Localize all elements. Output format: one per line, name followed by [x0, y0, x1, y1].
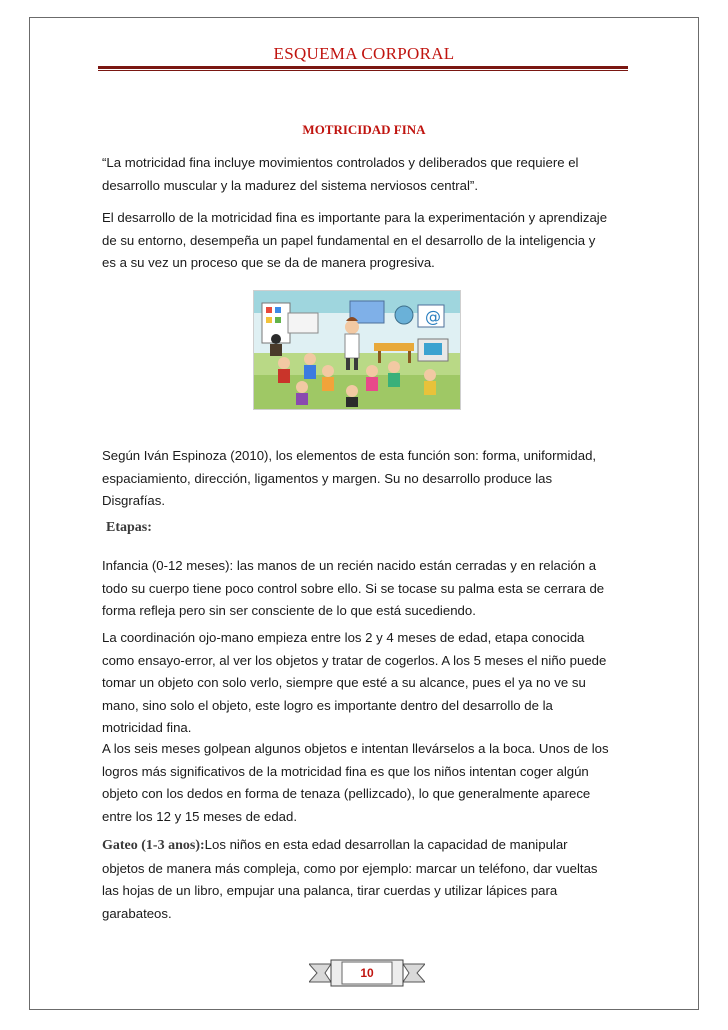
- header-rule: [98, 66, 628, 69]
- paragraph-infancia: Infancia (0-12 meses): las manos de un recién nacido están cerradas y en relación a todo su cuerpo tiene poco control sobre ello. Si se tocase su palma esta se cerrara de forma refleja pero sin ser consciente de lo que está sucediendo.: [102, 558, 605, 618]
- header-rule-thin: [98, 70, 628, 71]
- paragraph-elements: Según Iván Espinoza (2010), los elementos de esta función son: forma, uniformidad, espaciamiento, dirección, ligamentos y margen. Su no desarrollo produce las Disgrafías.: [102, 448, 597, 508]
- classroom-illustration: [253, 290, 461, 410]
- page-header-title: ESQUEMA CORPORAL: [273, 44, 455, 63]
- paragraph-importance: El desarrollo de la motricidad fina es importante para la experimentación y aprendizaje de su entorno, desempeña un papel fundamental en el desarrollo de la inteligencia y es a su vez un proceso que se da de manera progresiva.: [102, 210, 608, 270]
- paragraph-gateo: Gateo (1-3 anos):Los niños en esta edad desarrollan la capacidad de manipular objetos de manera más compleja, como por ejemplo: marcar un teléfono, dar vueltas las hojas de un libro, empujar una palanca, tirar cuerdas y utilizar lápices para garabateos.: [102, 837, 598, 921]
- page-number: 10: [360, 966, 374, 980]
- paragraph-seis-meses: A los seis meses golpean algunos objetos e intentan llevárselos a la boca. Unos de los logros más significativos de la motricidad fina es que los niños intentan coger algún objeto con los dedos en forma de tenaza (pellizcado), lo que generalmente aparece entre los 12 y 15 meses de edad.: [102, 741, 609, 824]
- paragraph-coordinacion: La coordinación ojo-mano empieza entre los 2 y 4 meses de edad, etapa conocida como ensayo-error, al ver los objetos y tratar de cogerlos. A los 5 meses el niño puede tomar un objeto con solo verlo, siempre que esté a su alcance, pues el ya no ve su mano, sino solo el objeto, este logro es importante dentro del desarrollo de la motricidad fina.: [102, 630, 607, 735]
- section-title: MOTRICIDAD FINA: [302, 122, 426, 137]
- gateo-heading: Gateo (1-3 anos):: [102, 838, 205, 853]
- etapas-heading: Etapas:: [106, 520, 152, 535]
- paragraph-quote: “La motricidad fina incluye movimientos controlados y deliberados que requiere el desarrollo muscular y la madurez del sistema nerviosos central”.: [102, 155, 579, 193]
- svg-text:@: @: [425, 307, 441, 326]
